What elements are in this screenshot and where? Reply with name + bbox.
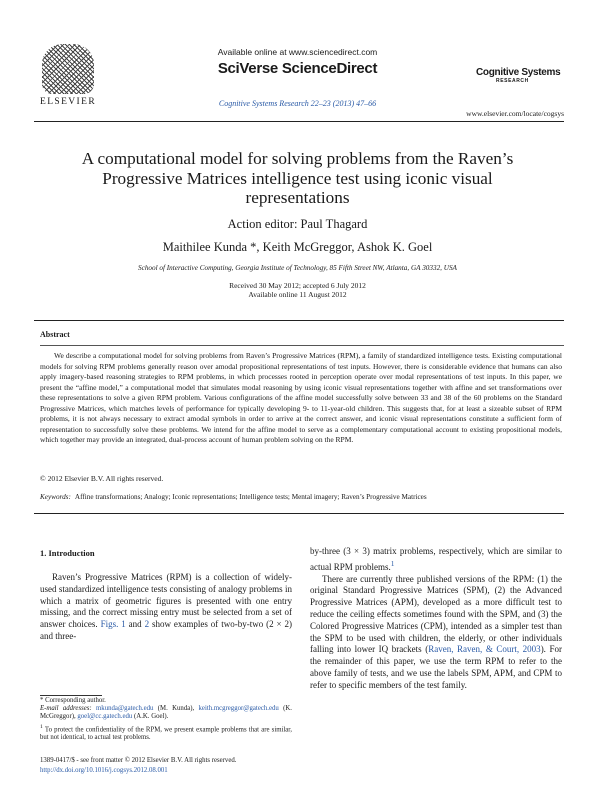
figure-2-link[interactable]: 2 <box>144 619 150 630</box>
abstract-heading: Abstract <box>40 330 70 339</box>
doi-link[interactable]: http://dx.doi.org/10.1016/j.cogsys.2012.08.001 <box>40 767 168 774</box>
footnote-1-mark: 1 <box>40 724 43 730</box>
footnote-1-ref[interactable]: 1 <box>390 558 395 568</box>
keywords-list: Affine transformations; Analogy; Iconic representations; Intelligence tests; Mental imagery; Raven’s Progressive Matrices <box>74 493 427 501</box>
email-owner-mcgreggor: (K. McGreggor), <box>40 705 292 721</box>
email-owner-kunda: (M. Kunda), <box>153 705 199 713</box>
platform-name: SciVerse ScienceDirect <box>217 60 378 77</box>
header-divider <box>34 121 564 122</box>
journal-logo-title: Cognitive Systems <box>476 67 561 78</box>
intro-paragraph-right-2 <box>310 574 562 692</box>
abstract-text: We describe a computational model for solving problems from Raven’s Progressive Matrices (RPM), a family of standardized intelligence tests. Existing computational models for solving RPM problems generally reason over amodal propositional representations of test inputs. However, there is considerable evidence that humans can also apply imagery-based reasoning strategies to RPM problems, in which processes rooted in perception operate over modal representations of test inputs. In this paper, we present the “affine model,” a computational model that simulates modal reasoning by using iconic visual representations together with affine and set transformations over these representations to solve a given RPM problem. Various configurations of the affine model successfully solve between 33 and 38 of the 60 problems on the Standard Progressive Matrices, which matches levels of performance for typically developing 9- to 11-year-old children. This suggests that, for at least a sizeable subset of RPM problems, it is not always necessary to extract amodal symbols in order to arrive at the correct answer, and iconic visual representations constitute a sufficient form of representation to successfully solve these problems. We intend for the affine model to serve as a complementary computational account to existing propositional models, which together may provide an integrated, dual-process account of human problem solving on the RPM. <box>40 351 562 444</box>
journal-logo <box>476 68 566 84</box>
email-label: E-mail addresses: <box>40 705 92 713</box>
citation-raven-link[interactable]: Raven, Raven, & Court, 2003 <box>428 644 541 655</box>
elsevier-wordmark: ELSEVIER <box>40 97 97 107</box>
footnote-divider <box>40 695 102 696</box>
intro-text-b: show examples of two-by-two (2 × 2) and three- <box>40 619 292 641</box>
title-divider <box>34 320 564 321</box>
footnote-1 <box>40 723 292 743</box>
figure-1-link[interactable]: Figs. 1 <box>100 619 126 630</box>
intro-right-text-2a: There are currently three published versions of the RPM: (1) the original Standard Progressive Matrices (SPM), (2) the Advanced Progressive Matrices (APM), developed as a more difficult test to reduce the ceiling effects sometimes found with the SPM, and (3) the Colored Progressive Matrices (CPM), intended as a simpler test than the SPM to be used with children, the elderly, or other individuals falling into lower IQ brackets ( <box>310 573 562 655</box>
intro-and: and <box>125 619 145 630</box>
journal-url-link[interactable]: www.elsevier.com/locate/cogsys <box>466 109 564 118</box>
action-editor: Action editor: Paul Thagard <box>227 217 368 231</box>
issn-copyright: 1389-0417/$ - see front matter © 2012 Elsevier B.V. All rights reserved. <box>40 757 237 764</box>
footnote-corresponding <box>40 697 292 722</box>
received-date: Received 30 May 2012; accepted 6 July 2012 <box>229 281 366 290</box>
abstract-end-divider <box>34 513 564 514</box>
intro-paragraph-left <box>40 572 292 643</box>
journal-citation-link[interactable]: Cognitive Systems Research 22–23 (2013) 47–66 <box>218 99 377 108</box>
email-link-kunda[interactable]: mkunda@gatech.edu <box>96 705 154 713</box>
email-owner-goel: (A.K. Goel). <box>132 713 169 721</box>
available-date: Available online 11 August 2012 <box>248 290 347 299</box>
section-heading-introduction: 1. Introduction <box>40 548 95 558</box>
intro-right-text-2b: ). For the remainder of this paper, we use the term RPM to refer to the above family of tests, and we use the labels SPM, APM, and CPM to refer to specific members of the test family. <box>310 644 562 690</box>
intro-paragraph-right-1 <box>310 546 562 574</box>
article-dates <box>0 281 595 299</box>
email-link-mcgreggor[interactable]: keith.mcgreggor@gatech.edu <box>198 705 279 713</box>
footnote-1-text: To protect the confidentiality of the RPM, we present example problems that are similar, but not identical, to actual test problems. <box>40 726 292 742</box>
affiliation: School of Interactive Computing, Georgia Institute of Technology, 85 Fifth Street NW, Atlanta, GA 30332, USA <box>138 264 457 272</box>
intro-column-right <box>310 546 562 692</box>
keywords-label: Keywords: <box>40 493 71 501</box>
keywords <box>40 493 564 501</box>
intro-text-a: Raven’s Progressive Matrices (RPM) is a collection of widely-used standardized intelligence tests consisting of analogy problems in which a matrix of geometric figures is presented with one entry missing, and the correct missing entry must be selected from a set of answer choices. <box>40 572 292 630</box>
article-title: A computational model for solving problems from the Raven’s Progressive Matrices intelligence test using iconic visual representations <box>81 149 514 207</box>
available-online-note: Available online at www.sciencedirect.com <box>217 47 378 57</box>
journal-logo-subtitle: RESEARCH <box>496 78 529 84</box>
abstract-divider <box>40 345 564 346</box>
corresponding-author-note: * Corresponding author. <box>40 697 106 704</box>
intro-right-text-1: by-three (3 × 3) matrix problems, respectively, which are similar to actual RPM problems. <box>310 546 562 572</box>
abstract-copyright: © 2012 Elsevier B.V. All rights reserved. <box>40 474 164 483</box>
email-link-goel[interactable]: goel@cc.gatech.edu <box>77 713 133 721</box>
author-list: Maithilee Kunda *, Keith McGreggor, Ashok K. Goel <box>162 240 433 254</box>
